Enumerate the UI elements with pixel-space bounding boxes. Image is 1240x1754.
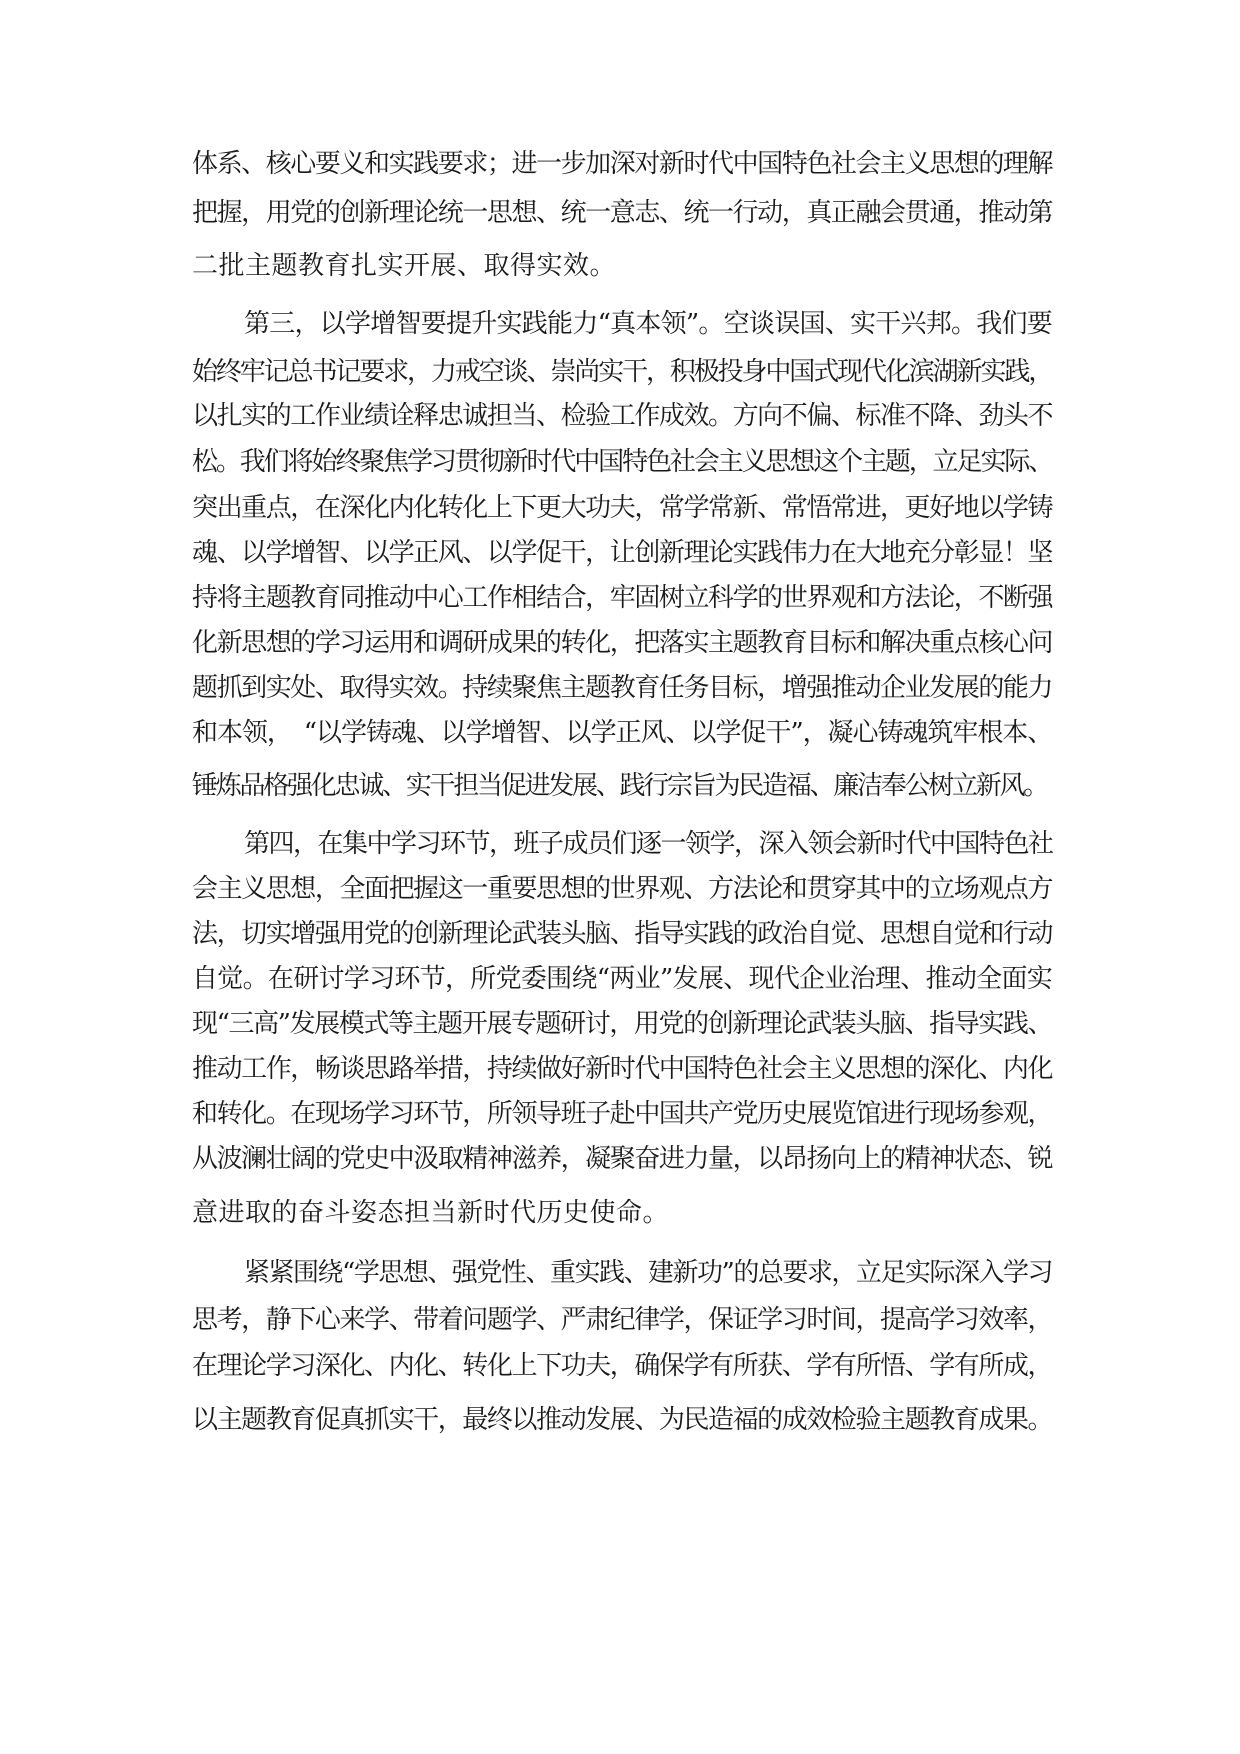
- paragraph-4-line-3: 在理论学习深化、内化、转化上下功夫，确保学有所获、学有所悟、学有所成，: [192, 1351, 1052, 1381]
- paragraph-2-line-5: 突出重点，在深化内化转化上下更大功夫，常学常新、常悟常进，更好地以学铸: [192, 493, 1052, 523]
- paragraph-4-line-2: 思考，静下心来学、带着问题学、严肃纪律学，保证学习时间，提高学习效率，: [192, 1305, 1052, 1335]
- paragraph-3-line-3: 法，切实增强用党的创新理论武装头脑、指导实践的政治自觉、思想自觉和行动: [192, 919, 1052, 949]
- paragraph-1-line-2: 把握，用党的创新理论统一思想、统一意志、统一行动，真正融会贯通，推动第: [192, 198, 1052, 228]
- paragraph-4-line-4: 以主题教育促真抓实干，最终以推动发展、为民造福的成效检验主题教育成果。: [192, 1405, 1052, 1435]
- paragraph-2-line-11: 锤炼品格强化忠诚、实干担当促进发展、践行宗旨为民造福、廉洁奉公树立新风。: [192, 771, 1048, 801]
- paragraph-3-line-8: 从波澜壮阔的党史中汲取精神滋养，凝聚奋进力量，以昂扬向上的精神状态、锐: [192, 1144, 1052, 1174]
- paragraph-2-line-8: 化新思想的学习运用和调研成果的转化，把落实主题教育目标和解决重点核心问: [192, 628, 1052, 658]
- paragraph-3-line-6: 推动工作，畅谈思路举措，持续做好新时代中国特色社会主义思想的深化、内化: [192, 1054, 1052, 1084]
- paragraph-2-line-10: 和本领， “以学铸魂、以学增智、以学正风、以学促干”，凝心铸魂筑牢根本、: [192, 718, 1052, 748]
- paragraph-2-line-1: 第三，以学增智要提升实践能力“真本领”。空谈误国、实干兴邦。我们要: [244, 309, 1052, 339]
- paragraph-3-line-2: 会主义思想，全面把握这一重要思想的世界观、方法论和贯穿其中的立场观点方: [192, 874, 1052, 904]
- paragraph-3-line-1: 第四，在集中学习环节，班子成员们逐一领学，深入领会新时代中国特色社: [244, 829, 1053, 859]
- paragraph-4-line-1: 紧紧围绕“学思想、强党性、重实践、建新功”的总要求，立足实际深入学习: [244, 1258, 1052, 1288]
- paragraph-1-line-3: 二批主题教育扎实开展、取得实效。: [192, 251, 617, 281]
- paragraph-2-line-9: 题抓到实处、取得实效。持续聚焦主题教育任务目标，增强推动企业发展的能力: [192, 673, 1052, 703]
- paragraph-3-line-9: 意进取的奋斗姿态担当新时代历史使命。: [192, 1198, 670, 1228]
- paragraph-3-line-7: 和转化。在现场学习环节，所领导班子赴中国共产党历史展览馆进行现场参观，: [192, 1099, 1052, 1129]
- paragraph-2-line-3: 以扎实的工作业绩诠释忠诚担当、检验工作成效。方向不偏、标准不降、劲头不: [192, 401, 1052, 431]
- paragraph-1-line-1: 体系、核心要义和实践要求；进一步加深对新时代中国特色社会主义思想的理解: [192, 149, 1052, 179]
- paragraph-2-line-6: 魂、以学增智、以学正风、以学促干，让创新理论实践伟力在大地充分彰显！坚: [192, 538, 1052, 568]
- paragraph-3-line-4: 自觉。在研讨学习环节，所党委围绕“两业”发展、现代企业治理、推动全面实: [192, 964, 1052, 994]
- paragraph-2-line-7: 持将主题教育同推动中心工作相结合，牢固树立科学的世界观和方法论，不断强: [192, 583, 1052, 613]
- paragraph-2-line-2: 始终牢记总书记要求，力戒空谈、崇尚实干，积极投身中国式现代化滨湖新实践，: [192, 357, 1052, 387]
- paragraph-3-line-5: 现“三高”发展模式等主题开展专题研讨，用党的创新理论武装头脑、指导实践、: [192, 1009, 1052, 1039]
- paragraph-2-line-4: 松。我们将始终聚焦学习贯彻新时代中国特色社会主义思想这个主题，立足实际、: [192, 447, 1052, 477]
